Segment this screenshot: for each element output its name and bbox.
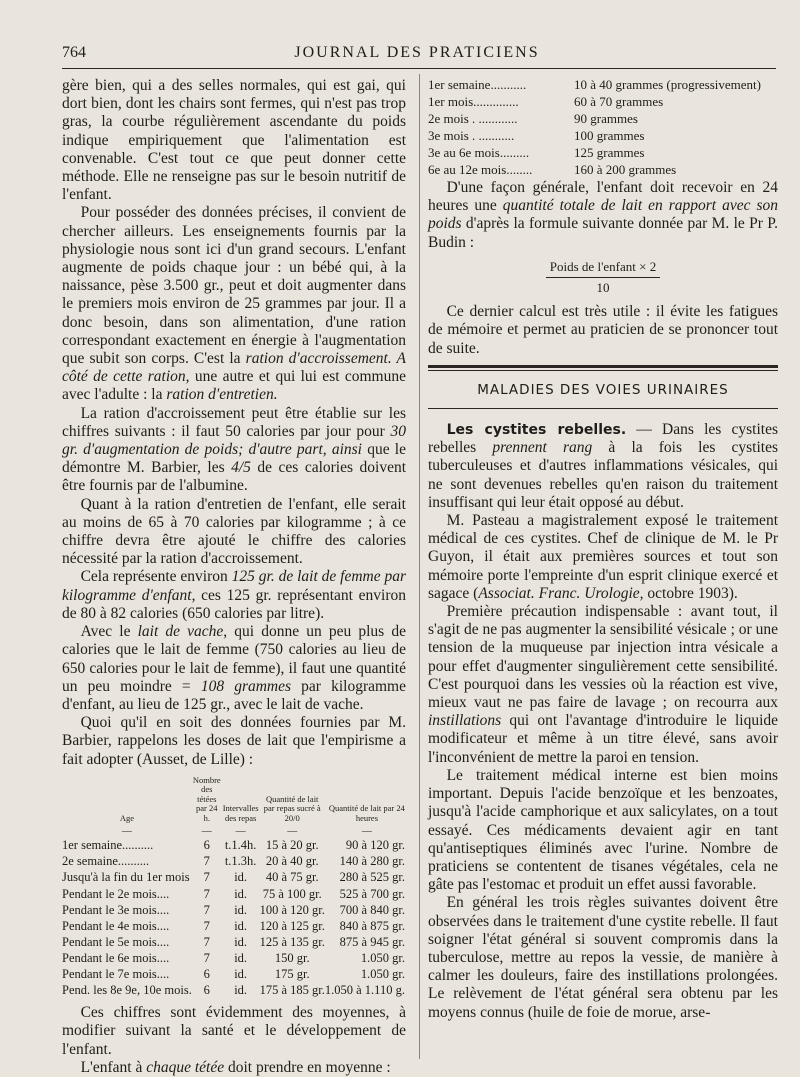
table-cell: Pendant le 3e mois.... xyxy=(62,902,170,917)
table-cell: 125 à 135 gr. xyxy=(259,934,325,949)
header-rule xyxy=(62,68,776,69)
page-header xyxy=(62,44,772,66)
table-cell: 7 xyxy=(203,934,210,949)
table-row xyxy=(62,853,409,869)
paragraph: gère bien, qui a des selles normales, qui est gai, qui dort bien, dont les chairs sont fermes, qui n'est pas trop gras, la courbe régulièrement ascendante du poids indique empiriquement que l'alimentation est convenable. C'est tout ce que peut donner cette méthode. Elle ne renseigne pas sur le besoin nutritif de l'enfant. xyxy=(62,77,406,204)
dose-row xyxy=(428,145,778,160)
table-cell: 875 à 945 gr. xyxy=(339,934,405,949)
paragraph: Quoi qu'il en soit des données fournies par M. Barbier, rappelons les doses de lait que l'empirisme a fait adopter (Ausset, de Lille) : xyxy=(62,714,406,768)
table-cell: 40 à 75 gr. xyxy=(265,870,319,885)
table-cell: 840 à 875 gr. xyxy=(339,918,405,933)
table-cell: 1.050 gr. xyxy=(360,950,405,965)
table-cell: 6 xyxy=(203,966,210,981)
table-cell: 7 xyxy=(203,902,210,917)
section-rule xyxy=(428,408,778,409)
dose-row xyxy=(428,128,778,143)
table-cell: 7 xyxy=(203,950,210,965)
table-cell: Pendant le 7e mois.... xyxy=(62,966,170,981)
table-row xyxy=(62,982,409,998)
table-cell: 2e semaine.......... xyxy=(62,854,150,869)
dose-amount: 10 à 40 grammes (progressivement) xyxy=(574,77,762,92)
paragraph: Première précaution indispensable : avant tout, il s'agit de ne pas augmenter la sensibilité vésicale ; or une tension de la muqueuse par injection intra vésicale a pour effet d'augmenter singulièrement cette sensibilité. C'est pourquoi dans les vessies où la réaction est vive, mieux vaut ne pas faire de lavage ; on recourra aux instillations qui ont l'avantage d'introduire le liquide modificateur et même à un titre élevé, sans avoir l'inconvénient de mettre la paroi en tension. xyxy=(428,603,778,766)
dose-amount: 160 à 200 grammes xyxy=(574,162,677,177)
table-cell: 175 gr. xyxy=(274,966,310,981)
dose-row xyxy=(428,94,778,109)
paragraph: Ce dernier calcul est très utile : il évite les fatigues de mémoire et permet au praticien de se prononcer tout de suite. xyxy=(428,303,778,357)
table-row xyxy=(62,902,409,918)
table-cell: 100 à 120 gr. xyxy=(259,902,325,917)
table-cell: 150 gr. xyxy=(274,950,310,965)
table-cell: Pendant le 5e mois.... xyxy=(62,934,170,949)
page-number: 764 xyxy=(62,44,86,61)
section-title: MALADIES DES VOIES URINAIRES xyxy=(477,381,729,398)
table-cell: Jusqu'à la fin du 1er mois xyxy=(62,870,190,885)
table-row xyxy=(62,837,409,853)
table-cell: 700 à 840 gr. xyxy=(339,902,405,917)
dose-amount: 60 à 70 grammes xyxy=(574,94,664,109)
section-rule xyxy=(428,370,778,371)
table-cell: 7 xyxy=(203,854,210,869)
paragraph: Quant à la ration d'entretien de l'enfant, elle serait au moins de 65 à 70 calories par kilogramme ; à ce chiffre devra être ajouté le chiffre des calories nécessité par la ration d'accroissement. xyxy=(62,495,406,568)
table-row xyxy=(62,918,409,934)
right-column xyxy=(428,77,778,1022)
formula-denominator: 10 xyxy=(596,280,610,296)
table-cell: Pendant le 4e mois.... xyxy=(62,918,170,933)
dose-period: 6e au 12e mois........ xyxy=(428,162,533,177)
dose-period: 1er mois.............. xyxy=(428,94,519,109)
table-cell: Pend. les 8e 9e, 10e mois. xyxy=(62,983,192,998)
table-row xyxy=(62,886,409,902)
table-cell: 90 à 120 gr. xyxy=(345,838,405,853)
article-title: Les cystites rebelles. xyxy=(446,422,627,439)
dose-period: 3e au 6e mois......... xyxy=(428,145,530,160)
table-cell: 1er semaine.......... xyxy=(62,838,154,853)
table-cell: id. xyxy=(234,870,248,885)
table-cell: id. xyxy=(234,934,248,949)
dose-period: 2e mois . ............ xyxy=(428,111,518,126)
dose-period: 3e mois . ........... xyxy=(428,128,515,143)
table-cell: 15 à 20 gr. xyxy=(265,838,319,853)
table-row xyxy=(62,934,409,950)
table-cell: 1.050 gr. xyxy=(360,966,405,981)
table-cell: 140 à 280 gr. xyxy=(339,854,405,869)
paragraph: Pour posséder des données précises, il convient de chercher ailleurs. Les enseignements fournis par la physiologie nous sont ici d'un grand secours. L'enfant augmente de poids chaque jour : un bébé qui, à la naissance, pèse 3.500 gr., peut et doit augmenter dans le premiers mois environ de 25 grammes par jour. Il a donc besoin, dans son alimentation, d'une ration correspondant exactement en énergie à l'augmentation que subit son corps. C'est la ration d'accroissement. A côté de cette ration, une autre et qui lui est commune avec l'adulte : la ration d'entretien. xyxy=(62,204,406,404)
table-row xyxy=(62,950,409,966)
table-cell: id. xyxy=(234,886,248,901)
column-separator xyxy=(419,74,420,1059)
left-column xyxy=(62,77,406,1077)
running-title: JOURNAL DES PRATICIENS xyxy=(294,44,540,61)
section-rule xyxy=(428,365,778,368)
table-header: Quantité de lait par repas sucré à 20/0 xyxy=(263,793,321,823)
table-cell: 175 à 185 gr. xyxy=(259,983,325,998)
paragraph: Avec le lait de vache, qui donne un peu plus de calories que le lait de femme (750 calories au lieu de 650 calories pour le lait de femme), il faut une quantité un peu moindre = 108 grammes par kilogramme d'enfant, au lieu de 125 gr., avec le lait de vache. xyxy=(62,623,406,713)
table-cell: 75 à 100 gr. xyxy=(262,886,322,901)
budin-formula xyxy=(428,258,778,297)
table-cell: id. xyxy=(234,983,248,998)
table-cell: 120 à 125 gr. xyxy=(259,918,325,933)
formula-numerator: Poids de l'enfant × 2 xyxy=(546,258,660,278)
table-cell: t.1.4h. xyxy=(224,838,257,853)
table-cell: id. xyxy=(234,950,248,965)
paragraph: L'enfant à chaque tétée doit prendre en moyenne : xyxy=(80,1058,391,1076)
table-cell: Pendant le 6e mois.... xyxy=(62,950,170,965)
table-header: Nombre des tétées par 24 h. xyxy=(192,774,221,823)
table-row xyxy=(62,869,409,885)
paragraph: Cela représente environ 125 gr. de lait de femme par kilogramme d'enfant, ces 125 gr. représentant environ de 80 à 82 calories (650 calories par litre). xyxy=(62,568,407,622)
table-cell: 20 à 40 gr. xyxy=(265,854,319,869)
table-header: Intervalles des repas xyxy=(222,803,259,823)
dose-row xyxy=(428,77,778,92)
paragraph: Les cystites rebelles. — Dans les cystites rebelles prennent rang à la fois les cystites tuberculeuses et d'autres inflammations vésicales, qui ne sont devenues rebelles qu'en raison du traitement insuffisant qui leur était opposé au début. xyxy=(428,421,779,511)
table-cell: 7 xyxy=(203,886,210,901)
dose-amount: 90 grammes xyxy=(574,111,638,126)
table-row xyxy=(62,966,409,982)
milk-dose-table: Age Nombre des tétées par 24 h. Intervalles des repas Quantité de lait par repas sucré à 20/0 Quantité de lait par 24 heures — — — — — 1er semaine.......... 6 t.1.4h. 15 à 20 gr. 90 à 120 gr. 2e semaine.......... 7 t.1.3h. 20 à 40 gr. 140 à 280 gr. Jusqu'à la fin du 1er mois 7 id. 40 à 75 gr. 280 à 525 gr. Pendant le 2e mois.... 7 id. 75 à 100 gr. 525 à 700 gr. Pendant le 3e mois.... 7 id. 100 à 120 gr. 700 à 840 gr. Pendant le 4e mois.... 7 id. 120 à 125 gr. 840 à 875 gr. Pendant le 5e mois.... 7 id. 125 à 135 gr. 875 à 945 gr. Pendant le 6e mois.... 7 id. 150 gr. 1.050 gr. Pendant le 7e mois.... 6 id. 175 gr. 1.050 gr. Pend. les 8e 9e, 10e mois. 6 id. 175 à 185 gr. 1.050 à 1.110 g. xyxy=(62,775,409,998)
paragraph: Ces chiffres sont évidemment des moyennes, à modifier suivant la santé et le développement de l'enfant. xyxy=(62,1004,406,1058)
dose-row xyxy=(428,111,778,126)
dose-period: 1er semaine........... xyxy=(428,77,527,92)
dose-amount: 100 grammes xyxy=(574,128,645,143)
paragraph: D'une façon générale, l'enfant doit recevoir en 24 heures une quantité totale de lait en rapport avec son poids d'après la formule suivante donnée par M. le Pr P. Budin : xyxy=(428,179,778,251)
table-cell: 525 à 700 gr. xyxy=(339,886,405,901)
table-cell: 7 xyxy=(203,870,210,885)
table-cell: id. xyxy=(234,902,248,917)
table-cell: 7 xyxy=(203,918,210,933)
paragraph: M. Pasteau a magistralement exposé le traitement médical de ces cystites. Chef de clinique de M. le Pr Guyon, il était aux premières sources et tout son mémoire porte l'empreinte d'un esprit clinique exercé et sagace (Associat. Franc. Urologie, octobre 1903). xyxy=(428,512,778,602)
per-feed-dose-list xyxy=(428,77,778,177)
paragraph: Le traitement médical interne est bien moins important. Depuis l'acide benzoïque et les benzoates, jusqu'à l'acide camphorique et aux salicylates, on a tout essayé. Ces médicaments devaient agir en tant qu'antiseptiques éliminés avec l'urine. Nombre de praticiens se contentent de tisanes végétales, cela ne gâte pas l'estomac et produit un effet aussi favorable. xyxy=(428,766,778,894)
table-cell: id. xyxy=(234,918,248,933)
table-cell: t.1.3h. xyxy=(224,854,257,869)
dose-amount: 125 grammes xyxy=(574,145,645,160)
table-cell: 6 xyxy=(203,838,210,853)
table-cell: 280 à 525 gr. xyxy=(339,870,405,885)
paragraph: La ration d'accroissement peut être établie sur les chiffres suivants : il faut 50 calories par jour pour 30 gr. d'augmentation de poids; d'autre part, ainsi que le démontre M. Barbier, les 4/5 de ces calories doivent être fournis par de l'albumine. xyxy=(62,404,406,495)
table-cell: 6 xyxy=(203,983,210,998)
table-cell: id. xyxy=(234,966,248,981)
table-header: Age xyxy=(119,812,134,823)
table-cell: 1.050 à 1.110 g. xyxy=(324,983,405,998)
dose-row xyxy=(428,162,778,177)
table-header: Quantité de lait par 24 heures xyxy=(328,803,405,823)
paragraph: En général les trois règles suivantes doivent être observées dans le traitement d'une cystite rebelle. Il faut soigner l'état général si souvent compromis dans la tuberculose, mettre au repos la vessie, de manière à calmer les douleurs, faire des instillations prolongées. Le relèvement de l'état général sera obtenu par les moyens connus (huile de foie de morue, arse- xyxy=(428,894,778,1021)
table-cell: Pendant le 2e mois.... xyxy=(62,886,170,901)
